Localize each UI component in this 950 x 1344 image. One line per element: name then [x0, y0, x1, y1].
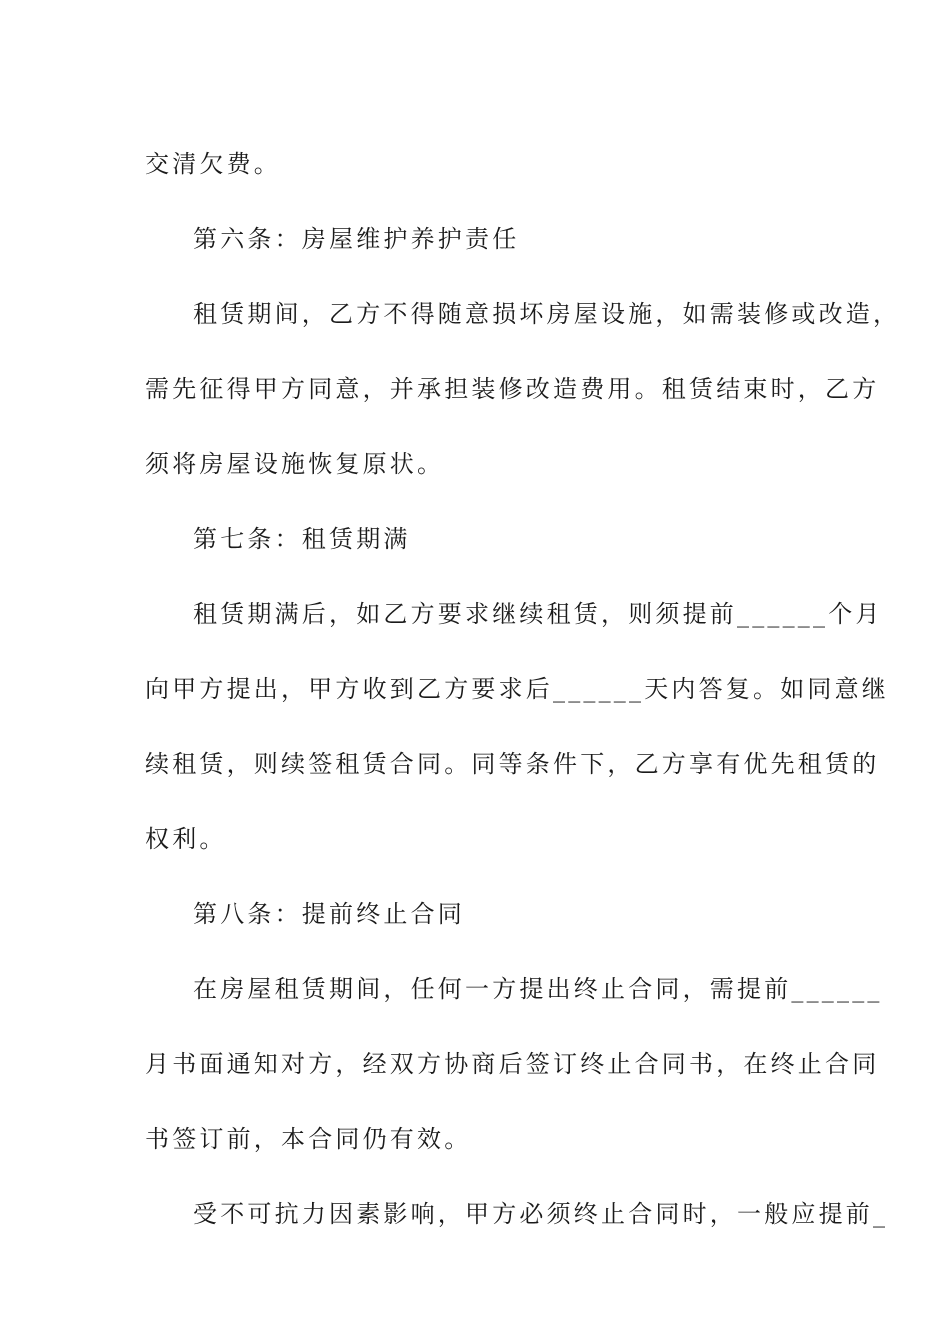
text-line: 须将房屋设施恢复原状。 — [145, 450, 445, 478]
text-line: 向甲方提出，甲方收到乙方要求后______天内答复。如同意继 — [145, 675, 889, 703]
text-line: 在房屋租赁期间，任何一方提出终止合同，需提前______ — [193, 975, 883, 1003]
text-line: 权利。 — [145, 825, 227, 853]
text-line: 书签订前，本合同仍有效。 — [145, 1125, 472, 1153]
text-line: 租赁期间，乙方不得随意损坏房屋设施，如需装修或改造， — [193, 300, 901, 328]
section-heading-7: 第七条：租赁期满 — [193, 525, 411, 553]
text-line: 租赁期满后，如乙方要求继续租赁，则须提前______个月 — [193, 600, 883, 628]
text-line: 月书面通知对方，经双方协商后签订终止合同书，在终止合同 — [145, 1050, 880, 1078]
section-heading-6: 第六条：房屋维护养护责任 — [193, 225, 520, 253]
section-heading-8: 第八条：提前终止合同 — [193, 900, 465, 928]
text-line: 受不可抗力因素影响，甲方必须终止合同时，一般应提前_ — [193, 1200, 889, 1228]
text-line: 需先征得甲方同意，并承担装修改造费用。租赁结束时，乙方 — [145, 375, 880, 403]
text-line: 续租赁，则续签租赁合同。同等条件下，乙方享有优先租赁的 — [145, 750, 880, 778]
document-body — [145, 127, 901, 1252]
text-line: 交清欠费。 — [145, 150, 281, 178]
